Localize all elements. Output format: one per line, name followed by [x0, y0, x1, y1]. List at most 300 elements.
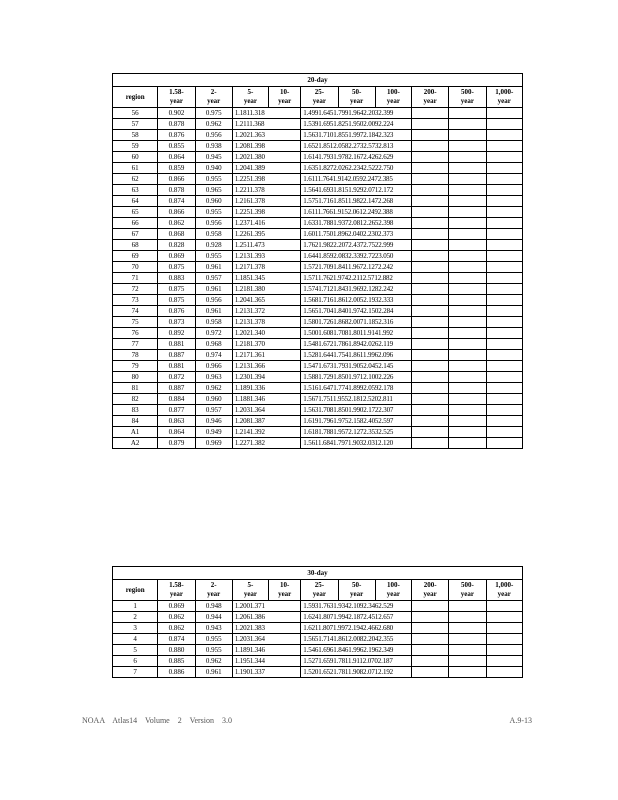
empty-cell: [486, 656, 522, 667]
value-cell: 0.955: [195, 251, 232, 262]
value-cell-merged: 1.2081.398: [232, 141, 300, 152]
value-cell: 0.883: [158, 273, 195, 284]
empty-cell: [449, 601, 486, 612]
region-cell: A1: [113, 427, 158, 438]
value-cell-merged: 1.5741.7121.8431.9692.1282.242: [301, 284, 412, 295]
empty-cell: [412, 634, 449, 645]
value-cell: 0.881: [158, 361, 195, 372]
table-row: [113, 152, 523, 163]
empty-cell: [486, 262, 522, 273]
return-period-header: [301, 87, 338, 108]
region-cell: 68: [113, 240, 158, 251]
value-cell: 0.869: [158, 251, 195, 262]
value-cell-merged: 1.2261.395: [232, 229, 300, 240]
return-period-unit: year: [460, 590, 475, 598]
value-cell: 0.958: [195, 317, 232, 328]
value-cell: 0.928: [195, 240, 232, 251]
empty-cell: [486, 438, 522, 449]
empty-cell: [449, 372, 486, 383]
return-period-value: 2-: [210, 88, 217, 96]
empty-cell: [486, 667, 522, 678]
empty-cell: [449, 306, 486, 317]
empty-cell: [449, 405, 486, 416]
empty-cell: [486, 295, 522, 306]
value-cell-merged: 1.2181.370: [232, 339, 300, 350]
empty-cell: [486, 273, 522, 284]
empty-cell: [486, 405, 522, 416]
value-cell: 0.944: [195, 612, 232, 623]
value-cell-merged: 1.5651.7141.8612.0082.2042.355: [301, 634, 412, 645]
table-row: [113, 240, 523, 251]
empty-cell: [449, 251, 486, 262]
empty-cell: [412, 240, 449, 251]
value-cell: 0.955: [195, 645, 232, 656]
table-row: [113, 284, 523, 295]
region-cell: 70: [113, 262, 158, 273]
region-cell: 76: [113, 328, 158, 339]
return-period-value: 100-: [386, 581, 400, 589]
value-cell: 0.875: [158, 284, 195, 295]
empty-cell: [449, 152, 486, 163]
region-cell: 61: [113, 163, 158, 174]
table-title: 20-day: [113, 74, 523, 87]
region-cell: 1: [113, 601, 158, 612]
value-cell-merged: 1.1851.345: [232, 273, 300, 284]
empty-cell: [486, 427, 522, 438]
region-cell: 84: [113, 416, 158, 427]
return-period-value: 200-: [423, 88, 437, 96]
value-cell-merged: 1.1891.336: [232, 383, 300, 394]
value-cell: 0.875: [158, 295, 195, 306]
table-row: [113, 427, 523, 438]
empty-cell: [486, 339, 522, 350]
value-cell: 0.869: [158, 601, 195, 612]
value-cell: 0.943: [195, 623, 232, 634]
region-column-header: region: [113, 87, 158, 108]
value-cell-merged: 1.5751.7161.8511.9822.1472.268: [301, 196, 412, 207]
value-cell: 0.958: [195, 229, 232, 240]
empty-cell: [412, 623, 449, 634]
value-cell-merged: 1.2021.383: [232, 623, 300, 634]
value-cell: 0.956: [195, 130, 232, 141]
value-cell: 0.938: [195, 141, 232, 152]
empty-cell: [486, 108, 522, 119]
value-cell-merged: 1.2041.365: [232, 295, 300, 306]
return-period-unit: year: [278, 97, 292, 105]
region-cell: 71: [113, 273, 158, 284]
empty-cell: [449, 656, 486, 667]
empty-cell: [449, 317, 486, 328]
value-cell-merged: 1.6331.7881.9372.0812.2652.398: [301, 218, 412, 229]
table-row: [113, 196, 523, 207]
empty-cell: [449, 645, 486, 656]
empty-cell: [412, 185, 449, 196]
value-cell: 0.876: [158, 306, 195, 317]
value-cell-merged: 1.6141.7931.9782.1672.4262.629: [301, 152, 412, 163]
value-cell: 0.974: [195, 350, 232, 361]
region-cell: 7: [113, 667, 158, 678]
empty-cell: [486, 416, 522, 427]
empty-cell: [449, 634, 486, 645]
return-period-unit: year: [169, 97, 184, 105]
empty-cell: [412, 438, 449, 449]
empty-cell: [412, 229, 449, 240]
return-period-header: [195, 580, 232, 601]
empty-cell: [486, 372, 522, 383]
empty-cell: [486, 361, 522, 372]
table-row: [113, 394, 523, 405]
value-cell-merged: 1.2031.364: [232, 405, 300, 416]
return-period-unit: year: [312, 97, 327, 105]
table-row: [113, 141, 523, 152]
table-row: [113, 317, 523, 328]
value-cell-merged: 1.5681.7161.8612.0052.1932.333: [301, 295, 412, 306]
value-cell: 0.862: [158, 218, 195, 229]
value-cell: 0.873: [158, 317, 195, 328]
return-period-unit: year: [497, 97, 511, 105]
value-cell: 0.956: [195, 218, 232, 229]
value-cell-merged: 1.6111.7641.9142.0592.2472.385: [301, 174, 412, 185]
empty-cell: [449, 383, 486, 394]
region-cell: 82: [113, 394, 158, 405]
region-cell: 63: [113, 185, 158, 196]
empty-cell: [412, 656, 449, 667]
return-period-unit: year: [207, 590, 221, 598]
value-cell-merged: 1.5671.7511.9552.1812.5202.811: [301, 394, 412, 405]
value-cell-merged: 1.2171.378: [232, 262, 300, 273]
empty-cell: [412, 372, 449, 383]
value-cell: 0.868: [158, 229, 195, 240]
return-period-header: [232, 87, 268, 108]
value-cell: 0.864: [158, 427, 195, 438]
return-period-header: [269, 580, 301, 601]
table-row: [113, 350, 523, 361]
table-row: [113, 229, 523, 240]
return-period-header: [301, 580, 338, 601]
value-cell-merged: 1.2041.389: [232, 163, 300, 174]
return-period-value: 100-: [386, 88, 400, 96]
table-row: [113, 119, 523, 130]
return-period-value: 200-: [423, 581, 437, 589]
return-period-header: [158, 580, 195, 601]
empty-cell: [486, 119, 522, 130]
value-cell-merged: 1.5931.7631.9342.1092.3462.529: [301, 601, 412, 612]
value-cell: 0.968: [195, 339, 232, 350]
return-period-unit: year: [497, 590, 511, 598]
table-row: [113, 601, 523, 612]
empty-cell: [412, 196, 449, 207]
value-cell-merged: 1.2111.368: [232, 119, 300, 130]
region-cell: 69: [113, 251, 158, 262]
return-period-unit: year: [460, 97, 475, 105]
table-row: [113, 207, 523, 218]
value-cell-merged: 1.2001.371: [232, 601, 300, 612]
return-period-value: 1.58-: [169, 88, 184, 96]
value-cell: 0.955: [195, 174, 232, 185]
value-cell-merged: 1.2021.340: [232, 328, 300, 339]
region-cell: 64: [113, 196, 158, 207]
region-cell: 6: [113, 656, 158, 667]
return-period-header: [232, 580, 268, 601]
return-period-header: [158, 87, 195, 108]
value-cell-merged: 1.5281.6441.7541.8611.9962.096: [301, 350, 412, 361]
empty-cell: [412, 383, 449, 394]
region-cell: 3: [113, 623, 158, 634]
value-cell-merged: 1.4991.6451.7991.9642.2032.399: [301, 108, 412, 119]
empty-cell: [486, 317, 522, 328]
table-row: [113, 218, 523, 229]
value-cell-merged: 1.6521.8512.0582.2732.5732.813: [301, 141, 412, 152]
table-row: [113, 667, 523, 678]
empty-cell: [486, 196, 522, 207]
empty-cell: [412, 394, 449, 405]
empty-cell: [486, 251, 522, 262]
region-cell: 58: [113, 130, 158, 141]
empty-cell: [449, 623, 486, 634]
value-cell-merged: 1.6441.8592.0832.3392.7223.050: [301, 251, 412, 262]
region-cell: 5: [113, 645, 158, 656]
value-cell-merged: 1.2131.366: [232, 361, 300, 372]
empty-cell: [449, 130, 486, 141]
value-cell: 0.962: [195, 119, 232, 130]
empty-cell: [412, 416, 449, 427]
value-cell-merged: 1.5721.7091.8411.9672.1272.242: [301, 262, 412, 273]
value-cell-merged: 1.5631.7101.8551.9972.1842.323: [301, 130, 412, 141]
return-period-value: 25-: [314, 88, 325, 96]
empty-cell: [486, 394, 522, 405]
value-cell-merged: 1.5271.6591.7811.9112.0702.187: [301, 656, 412, 667]
value-cell-merged: 1.2021.363: [232, 130, 300, 141]
return-period-unit: year: [243, 97, 258, 105]
empty-cell: [449, 119, 486, 130]
empty-cell: [412, 328, 449, 339]
table-row: [113, 163, 523, 174]
value-cell-merged: 1.5471.6731.7931.9052.0452.145: [301, 361, 412, 372]
value-cell: 0.962: [195, 656, 232, 667]
return-period-header: [412, 87, 449, 108]
region-cell: 72: [113, 284, 158, 295]
value-cell: 0.872: [158, 372, 195, 383]
empty-cell: [449, 108, 486, 119]
empty-cell: [449, 427, 486, 438]
region-cell: 83: [113, 405, 158, 416]
value-cell: 0.886: [158, 667, 195, 678]
value-cell-merged: 1.5391.6951.8251.9502.0092.224: [301, 119, 412, 130]
return-period-unit: year: [386, 590, 401, 598]
return-period-unit: year: [423, 97, 437, 105]
value-cell-merged: 1.5711.7621.9742.2112.5712.882: [301, 273, 412, 284]
frequency-table-20-day: [112, 73, 523, 449]
region-cell: 81: [113, 383, 158, 394]
empty-cell: [486, 152, 522, 163]
empty-cell: [486, 163, 522, 174]
region-cell: 66: [113, 218, 158, 229]
value-cell-merged: 1.2301.394: [232, 372, 300, 383]
empty-cell: [449, 141, 486, 152]
table-row: [113, 339, 523, 350]
empty-cell: [412, 361, 449, 372]
return-period-value: 500-: [460, 88, 474, 96]
value-cell-merged: 1.2161.378: [232, 196, 300, 207]
table-row: [113, 645, 523, 656]
empty-cell: [449, 163, 486, 174]
table-row: [113, 295, 523, 306]
value-cell-merged: 1.1891.346: [232, 645, 300, 656]
value-cell: 0.879: [158, 438, 195, 449]
return-period-value: 1,000-: [495, 581, 514, 589]
return-period-header: [412, 580, 449, 601]
value-cell: 0.877: [158, 405, 195, 416]
value-cell-merged: 1.6211.8071.9972.1942.4662.680: [301, 623, 412, 634]
table-row: [113, 262, 523, 273]
empty-cell: [449, 284, 486, 295]
empty-cell: [412, 163, 449, 174]
value-cell: 0.828: [158, 240, 195, 251]
value-cell: 0.902: [158, 108, 195, 119]
empty-cell: [412, 119, 449, 130]
return-period-value: 1,000-: [495, 88, 514, 96]
value-cell: 0.892: [158, 328, 195, 339]
empty-cell: [486, 141, 522, 152]
value-cell-merged: 1.5641.6931.8151.9292.0712.172: [301, 185, 412, 196]
value-cell: 0.963: [195, 372, 232, 383]
empty-cell: [486, 612, 522, 623]
empty-cell: [486, 306, 522, 317]
empty-cell: [449, 196, 486, 207]
value-cell: 0.855: [158, 141, 195, 152]
value-cell-merged: 1.5651.7041.8401.9742.1502.284: [301, 306, 412, 317]
empty-cell: [412, 141, 449, 152]
return-period-value: 25-: [314, 581, 325, 589]
value-cell: 0.875: [158, 262, 195, 273]
value-cell: 0.862: [158, 612, 195, 623]
return-period-header: [449, 87, 486, 108]
value-cell: 0.966: [195, 361, 232, 372]
return-period-unit: year: [243, 590, 258, 598]
empty-cell: [486, 383, 522, 394]
table-title-row: [113, 74, 523, 87]
value-cell: 0.874: [158, 634, 195, 645]
empty-cell: [412, 295, 449, 306]
empty-cell: [449, 218, 486, 229]
value-cell: 0.863: [158, 416, 195, 427]
value-cell: 0.880: [158, 645, 195, 656]
value-cell-merged: 1.2371.416: [232, 218, 300, 229]
table-row: [113, 372, 523, 383]
empty-cell: [412, 152, 449, 163]
empty-cell: [412, 350, 449, 361]
empty-cell: [486, 623, 522, 634]
region-cell: 60: [113, 152, 158, 163]
value-cell-merged: 1.5801.7261.8682.0071.1852.316: [301, 317, 412, 328]
value-cell-merged: 1.2251.398: [232, 174, 300, 185]
value-cell-merged: 1.5631.7081.8501.9902.1722.307: [301, 405, 412, 416]
empty-cell: [412, 601, 449, 612]
return-period-unit: year: [278, 590, 292, 598]
region-column-header: region: [113, 580, 158, 601]
value-cell-merged: 1.6011.7501.8962.0402.2302.373: [301, 229, 412, 240]
value-cell-merged: 1.6241.8071.9942.1872.4512.657: [301, 612, 412, 623]
value-cell-merged: 1.6181.7881.9572.1272.3532.525: [301, 427, 412, 438]
empty-cell: [412, 306, 449, 317]
table-row: [113, 130, 523, 141]
return-period-unit: year: [350, 590, 364, 598]
footer-document-id: NOAA Atlas14 Volume 2 Version 3.0: [82, 716, 233, 725]
value-cell: 0.948: [195, 601, 232, 612]
value-cell: 0.965: [195, 185, 232, 196]
return-period-header: [375, 580, 411, 601]
return-period-unit: year: [350, 97, 364, 105]
empty-cell: [412, 218, 449, 229]
return-period-header: [195, 87, 232, 108]
empty-cell: [486, 601, 522, 612]
region-cell: 73: [113, 295, 158, 306]
return-period-unit: year: [169, 590, 184, 598]
value-cell-merged: 1.5001.6081.7081.8011.9141.992: [301, 328, 412, 339]
empty-cell: [486, 174, 522, 185]
value-cell: 0.874: [158, 196, 195, 207]
value-cell: 0.881: [158, 339, 195, 350]
region-cell: 2: [113, 612, 158, 623]
table-row: [113, 361, 523, 372]
empty-cell: [449, 207, 486, 218]
value-cell: 0.969: [195, 438, 232, 449]
empty-cell: [412, 174, 449, 185]
value-cell-merged: 1.2021.380: [232, 152, 300, 163]
value-cell: 0.955: [195, 634, 232, 645]
footer-page-number: A.9-13: [509, 716, 532, 725]
value-cell-merged: 1.5201.6521.7811.9082.0712.192: [301, 667, 412, 678]
frequency-table-30-day: [112, 566, 523, 678]
empty-cell: [449, 339, 486, 350]
table-row: [113, 251, 523, 262]
empty-cell: [412, 284, 449, 295]
value-cell-merged: 1.2211.378: [232, 185, 300, 196]
return-period-value: 50-: [351, 581, 362, 589]
empty-cell: [449, 273, 486, 284]
value-cell: 0.876: [158, 130, 195, 141]
value-cell: 0.946: [195, 416, 232, 427]
empty-cell: [449, 185, 486, 196]
value-cell: 0.961: [195, 306, 232, 317]
return-period-header: [269, 87, 301, 108]
empty-cell: [449, 350, 486, 361]
empty-cell: [412, 405, 449, 416]
value-cell-merged: 1.6191.7961.9752.1582.4052.597: [301, 416, 412, 427]
empty-cell: [449, 328, 486, 339]
empty-cell: [449, 174, 486, 185]
value-cell-merged: 1.5881.7291.8501.9712.1002.226: [301, 372, 412, 383]
value-cell-merged: 1.2031.364: [232, 634, 300, 645]
value-cell-merged: 1.1901.337: [232, 667, 300, 678]
value-cell: 0.878: [158, 185, 195, 196]
value-cell: 0.864: [158, 152, 195, 163]
table-row: [113, 656, 523, 667]
value-cell-merged: 1.2171.361: [232, 350, 300, 361]
value-cell: 0.960: [195, 394, 232, 405]
empty-cell: [412, 317, 449, 328]
region-cell: 4: [113, 634, 158, 645]
table-row: [113, 306, 523, 317]
value-cell-merged: 1.6351.8272.0262.2342.5222.750: [301, 163, 412, 174]
value-cell: 0.859: [158, 163, 195, 174]
empty-cell: [486, 645, 522, 656]
table-row: [113, 383, 523, 394]
value-cell-merged: 1.5481.6721.7861.8942.0262.119: [301, 339, 412, 350]
value-cell: 0.961: [195, 262, 232, 273]
region-cell: 57: [113, 119, 158, 130]
value-cell: 0.957: [195, 405, 232, 416]
